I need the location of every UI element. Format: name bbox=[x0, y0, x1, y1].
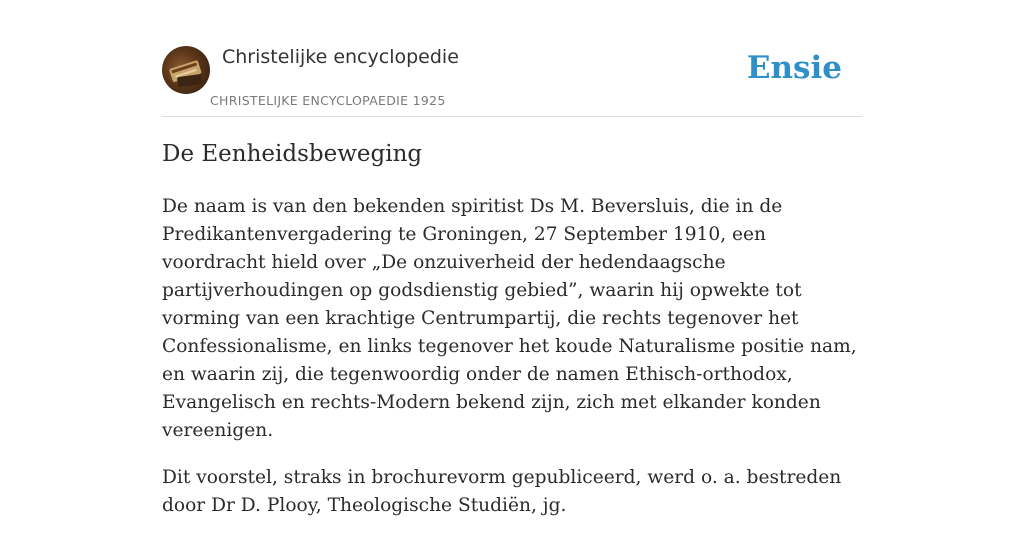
page bbox=[162, 0, 862, 516]
article-title: De Eenheidsbeweging bbox=[162, 141, 423, 167]
book-avatar-icon bbox=[162, 46, 210, 94]
article-paragraph: De naam is van den bekenden spiritist Ds M. Beversluis, die in de Predikantenvergadering te Groningen, 27 September 1910, een voordracht hield over „De onzuiverheid der hedendaagsche partijverhoudingen op godsdienstig gebied”, waarin hij opwekte tot vorming van een krachtige Centrumpartij, die rechts tegenover het Confessionalisme, en links tegenover het koude Naturalisme positie nam, en waarin zij, die tegenwoordig onder de namen Ethisch-orthodox, Evangelisch en rechts-Modern bekend zijn, zich met elkander konden vereenigen. bbox=[162, 196, 857, 441]
site-subtitle[interactable]: CHRISTELIJKE ENCYCLOPAEDIE 1925 bbox=[210, 93, 446, 108]
avatar[interactable] bbox=[162, 46, 210, 94]
article-body bbox=[162, 193, 864, 539]
site-title[interactable]: Christelijke encyclopedie bbox=[222, 46, 459, 68]
article-paragraph: Dit voorstel, straks in brochurevorm gepubliceerd, werd o. a. bestreden door Dr D. Plooy, Theologische Studiën, jg. bbox=[162, 467, 842, 516]
header bbox=[162, 0, 862, 117]
brand-logo[interactable]: Ensie bbox=[746, 50, 842, 86]
